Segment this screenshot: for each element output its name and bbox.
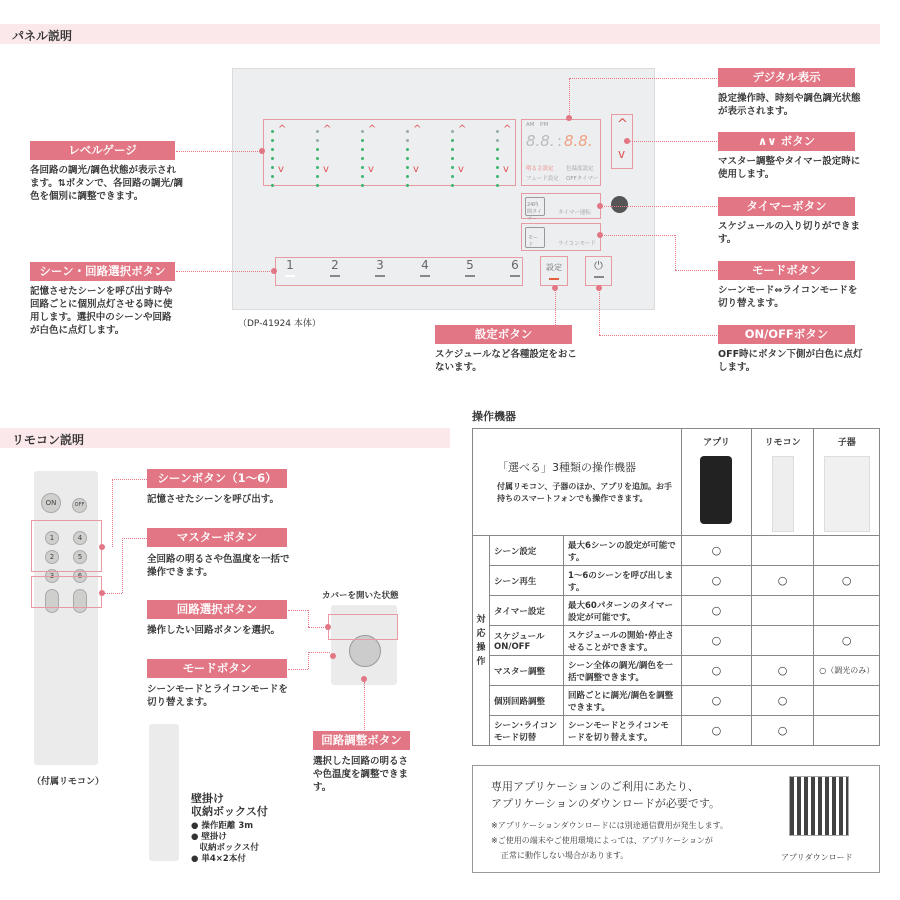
master-button-desc: 全回路の明るさや色温度を一括で操作できます。	[147, 554, 290, 578]
sub-unit-image	[824, 456, 870, 532]
scene-button-2[interactable]: 2	[325, 258, 345, 277]
remote-button-4[interactable]: 4	[73, 531, 87, 545]
updown-title: ∧∨ ボタン	[718, 132, 855, 151]
table-row: シーン･ライコンモード切替 シーンモードとライコンモードを切り替えます。 ○ ○	[473, 716, 880, 746]
up-caret: ^	[278, 124, 287, 135]
remote-mode-desc: シーンモードとライコンモードを切り替えます。	[147, 684, 288, 708]
remote-mode-title: モードボタン	[147, 659, 287, 678]
timer-title: タイマーボタン	[718, 197, 855, 216]
scene-select-desc: 記憶させたシーンを呼び出す時や回路ごとに個別点灯させる時に使用します。選択中のシーンや回路が白色に点灯します。	[30, 286, 173, 336]
settings-desc: スケジュールなど各種設定をおこないます。	[435, 349, 577, 373]
level-gauge-desc: 各回路の調光/調色状態が表示されます。⇅ボタンで、各回路の調光/調色を個別に調整できます。	[30, 165, 183, 202]
wall-mount-remote-image	[149, 724, 179, 861]
scene-button-3[interactable]: 3	[370, 258, 390, 277]
fade-label: フェード設定	[526, 176, 559, 182]
timer-desc: スケジュールの入り切りができます。	[718, 221, 860, 245]
remote-caption: （付属リモコン）	[32, 777, 105, 787]
circuit-select-title: 回路選択ボタン	[147, 600, 287, 619]
col-sub-unit: 子器	[814, 429, 880, 536]
up-button[interactable]: ^	[617, 117, 628, 132]
scene-button-1[interactable]: 1	[280, 258, 300, 277]
remote-section-header: リモコン説明	[0, 428, 450, 448]
col-remote: リモコン	[751, 429, 814, 536]
scene-button-5[interactable]: 5	[460, 258, 480, 277]
app-notice: 専用アプリケーションのご利用にあたり、 アプリケーションのダウンロードが必要です。	[491, 780, 721, 810]
timer-run-label: タイマー運転	[558, 210, 591, 216]
remote-thumb-image	[772, 456, 794, 532]
settings-button[interactable]: 設定	[540, 256, 568, 286]
panel-section-header: パネル説明	[0, 24, 880, 44]
timer-24h-button[interactable]: 24時間タイマー	[525, 197, 545, 216]
pm-label: PM	[540, 122, 549, 128]
scene-button-desc: 記憶させたシーンを呼び出す。	[147, 494, 280, 505]
digits-white: 8.8.	[526, 132, 555, 150]
settings-title: 設定ボタン	[435, 325, 572, 344]
remote-button-3[interactable]: 3	[45, 569, 59, 583]
cover-open-label: カバーを開いた状態	[322, 591, 399, 601]
level-gauge-title: レベルゲージ	[30, 141, 175, 160]
smartphone-image	[700, 456, 732, 524]
mode-title: モードボタン	[718, 261, 855, 280]
timer-button[interactable]	[611, 196, 628, 213]
off-timer-label: OFFタイマー	[566, 176, 599, 182]
remote-button-1[interactable]: 1	[45, 531, 59, 545]
circuit-select-desc: 操作したい回路ボタンを選択。	[147, 625, 281, 636]
qr-label: アプリダウンロード	[781, 853, 853, 862]
devices-intro: 「選べる」3種類の操作機器 付属リモコン、子器のほか、アプリを追加。お手持ちのスマートフォンでも操作できます。	[473, 429, 682, 536]
devices-table	[472, 428, 880, 746]
devices-title: 操作機器	[472, 410, 516, 423]
power-button[interactable]	[585, 256, 612, 286]
mode-desc: シーンモード⇔ライコンモードを切り替えます。	[718, 285, 858, 309]
am-label: AM	[526, 122, 535, 128]
scene-button-4[interactable]: 4	[415, 258, 435, 277]
table-row: マスター調整 シーン全体の調光/調色を一括で調整できます。 ○ ○ ○（調光のみ）	[473, 656, 880, 686]
table-row: 対応操作 シーン設定 最大6シーンの設定が可能です。 ○	[473, 536, 880, 566]
scene-button-6[interactable]: 6	[505, 258, 525, 277]
brightness-label: 明るさ設定	[526, 166, 554, 172]
qr-code-icon[interactable]	[789, 776, 849, 836]
level-gauge-area: ^ v ^ v ^ v ^ v ^ v ^ v	[263, 119, 516, 186]
table-row: スケジュールON/OFF スケジュールの開始･停止させることができます。 ○ ○	[473, 626, 880, 656]
digital-display-title: デジタル表示	[718, 68, 855, 87]
onoff-title: ON/OFFボタン	[718, 325, 855, 344]
panel-caption: （DP-41924 本体）	[238, 319, 321, 329]
down-button[interactable]: v	[618, 147, 626, 161]
digital-display-desc: 設定操作時、時刻や調色調光状態が表示されます。	[718, 93, 861, 117]
onoff-desc: OFF時にボタン下側が白色に点灯します。	[718, 349, 863, 373]
control-panel-image	[232, 68, 655, 310]
wall-mount-features: ● 操作距離 3m ● 壁掛け 収納ボックス付 ● 単4×2本付	[191, 821, 259, 864]
circuit-adjust-title: 回路調整ボタン	[313, 731, 410, 750]
mode-row	[521, 223, 601, 251]
scene-buttons	[275, 257, 523, 286]
colon: :	[557, 132, 563, 150]
digital-display	[521, 119, 601, 186]
color-temp-label: 色温度設定	[566, 166, 594, 172]
remote-on-button[interactable]: ON	[41, 493, 61, 513]
digits-red: 8.8.	[564, 132, 593, 150]
table-row: シーン再生 1～6のシーンを呼び出します。 ○ ○ ○	[473, 566, 880, 596]
remote-image	[34, 471, 98, 765]
timer-row	[521, 193, 601, 222]
table-row: 個別回路調整 回路ごとに調光/調色を調整できます。 ○ ○	[473, 686, 880, 716]
remote-button-6[interactable]: 6	[73, 569, 87, 583]
remote-button-2[interactable]: 2	[45, 550, 59, 564]
col-app: アプリ	[682, 429, 752, 536]
master-button-title: マスターボタン	[147, 528, 287, 547]
mode-button[interactable]: モード	[525, 227, 545, 248]
app-notes: ※アプリケーションダウンロードには別途通信費用が発生します。 ※ご使用の端末やご使用環境によっては、アプリケーションが 正常に動作しない場合があります。	[491, 821, 728, 860]
wall-mount-title: 壁掛け 収納ボックス付	[191, 792, 268, 818]
scene-button-title: シーンボタン（1～6）	[147, 469, 287, 488]
side-label: 対応操作	[473, 536, 490, 746]
scene-select-title: シーン・回路選択ボタン	[30, 262, 175, 281]
table-row: タイマー設定 最大60パターンのタイマー設定が可能です。 ○	[473, 596, 880, 626]
power-icon: ⏻	[594, 259, 603, 272]
updown-desc: マスター調整やタイマー設定時に使用します。	[718, 156, 861, 180]
remote-off-button[interactable]: OFF	[72, 498, 87, 513]
lightcon-mode-label: ライコンモード	[558, 241, 596, 247]
remote-button-5[interactable]: 5	[73, 550, 87, 564]
circuit-adjust-desc: 選択した回路の明るさや色温度を調整できます。	[313, 756, 409, 793]
